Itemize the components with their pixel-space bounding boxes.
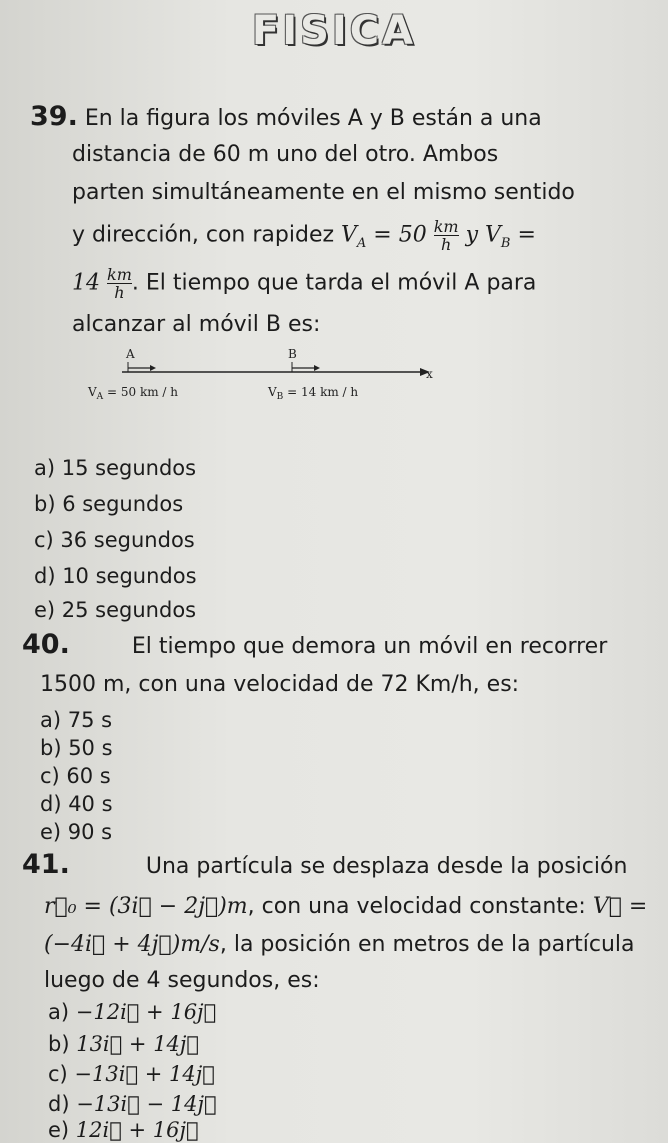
diagram-va-label: $V_A = 50$ km / h xyxy=(88,385,178,402)
q40-number: 40. xyxy=(22,629,70,660)
q39-option-c[interactable]: c) 36 segundos xyxy=(34,528,195,552)
frac-den: h xyxy=(434,235,459,253)
q41-v-symbol: V⃗ = xyxy=(592,894,648,919)
q39-option-a[interactable]: a) 15 segundos xyxy=(34,456,197,480)
q41-option-c-label: c) xyxy=(48,1062,75,1086)
q41-option-a[interactable] xyxy=(48,1000,216,1024)
q41-option-b-label: b) xyxy=(48,1032,77,1056)
q41-line2 xyxy=(44,890,647,924)
q39-number: 39. xyxy=(30,101,78,132)
q41-option-b-expr: 13i⃗ + 14j⃗ xyxy=(76,1032,200,1056)
vb-eq: = xyxy=(510,222,536,248)
q41-line3 xyxy=(44,928,635,962)
q41-text-line1: Una partícula se desplaza desde la posición xyxy=(145,854,628,879)
q39-line5-text: . El tiempo que tarda el móvil A para xyxy=(131,270,537,296)
va-unit-fraction xyxy=(434,218,459,253)
q41-option-b[interactable] xyxy=(48,1032,199,1056)
q41-option-e-expr: 12i⃗ + 16j⃗ xyxy=(75,1118,199,1142)
q41-option-d-label: d) xyxy=(48,1092,77,1116)
q39-line5 xyxy=(72,266,536,301)
q41-option-d-expr: −13i⃗ − 14j⃗ xyxy=(76,1092,217,1116)
q39-option-b[interactable]: b) 6 segundos xyxy=(34,492,184,516)
q40-text-line1: El tiempo que demora un móvil en recorrer xyxy=(131,634,608,659)
page-title: FISICA xyxy=(251,8,417,54)
q41-number: 41. xyxy=(22,849,70,880)
va-symbol: V xyxy=(341,222,357,248)
vb-sub: B xyxy=(500,235,511,251)
motion-diagram xyxy=(80,340,440,410)
q41-line3-text: , la posición en metros de la partícula xyxy=(219,932,635,957)
q40-line1 xyxy=(22,628,607,664)
diagram-label-x: x xyxy=(426,367,433,381)
q40-option-e[interactable]: e) 90 s xyxy=(40,820,113,844)
frac-num: km xyxy=(433,217,459,236)
q39-line1 xyxy=(30,100,542,136)
q39-option-e[interactable]: e) 25 segundos xyxy=(34,598,197,622)
q39-line4 xyxy=(72,218,536,261)
q39-line4-text: y dirección, con rapidez xyxy=(72,222,342,248)
q41-option-c-expr: −13i⃗ + 14j⃗ xyxy=(74,1062,215,1086)
q41-line2-text: , con una velocidad constante: xyxy=(247,894,593,919)
q40-line2: 1500 m, con una velocidad de 72 Km/h, es: xyxy=(40,672,520,697)
diagram-label-a: A xyxy=(126,347,135,361)
q39-line3: parten simultáneamente en el mismo sentido xyxy=(72,180,575,205)
va-value: = 50 xyxy=(366,222,434,248)
q41-option-a-expr: −12i⃗ + 16j⃗ xyxy=(75,1000,217,1024)
va-sub: A xyxy=(356,235,367,251)
q41-option-c[interactable] xyxy=(48,1062,215,1086)
q40-option-b[interactable]: b) 50 s xyxy=(40,736,113,760)
q41-option-e-label: e) xyxy=(48,1118,76,1142)
q41-line1 xyxy=(22,848,627,884)
vb-arrow-head-icon xyxy=(314,365,320,371)
va-arrow-head-icon xyxy=(150,365,156,371)
q41-line4: luego de 4 segundos, es: xyxy=(44,968,320,993)
q41-option-e[interactable] xyxy=(48,1118,199,1142)
vb-symbol: V xyxy=(485,222,501,248)
q40-option-d[interactable]: d) 40 s xyxy=(40,792,113,816)
vb-value: 14 xyxy=(72,270,107,296)
frac2-num: km xyxy=(107,265,132,284)
diagram-vb-label: $V_B = 14$ km / h xyxy=(268,385,359,402)
frac2-den: h xyxy=(107,283,132,301)
vb-unit-fraction xyxy=(107,266,132,301)
q39-line2: distancia de 60 m uno del otro. Ambos xyxy=(72,142,499,167)
and-text: y xyxy=(458,222,486,248)
q39-line6: alcanzar al móvil B es: xyxy=(72,312,321,337)
q40-option-a[interactable]: a) 75 s xyxy=(40,708,113,732)
q41-option-a-label: a) xyxy=(48,1000,76,1024)
q39-text-line1: En la figura los móviles A y B están a una xyxy=(84,106,542,131)
q41-r0-expr: r⃗₀ = (3i⃗ − 2j⃗)m xyxy=(44,894,248,919)
q41-option-d[interactable] xyxy=(48,1092,217,1116)
q39-option-d[interactable]: d) 10 segundos xyxy=(34,564,197,588)
q40-option-c[interactable]: c) 60 s xyxy=(40,764,111,788)
q41-v-expr: (−4i⃗ + 4j⃗)m/s xyxy=(44,932,220,957)
diagram-label-b: B xyxy=(288,347,297,361)
